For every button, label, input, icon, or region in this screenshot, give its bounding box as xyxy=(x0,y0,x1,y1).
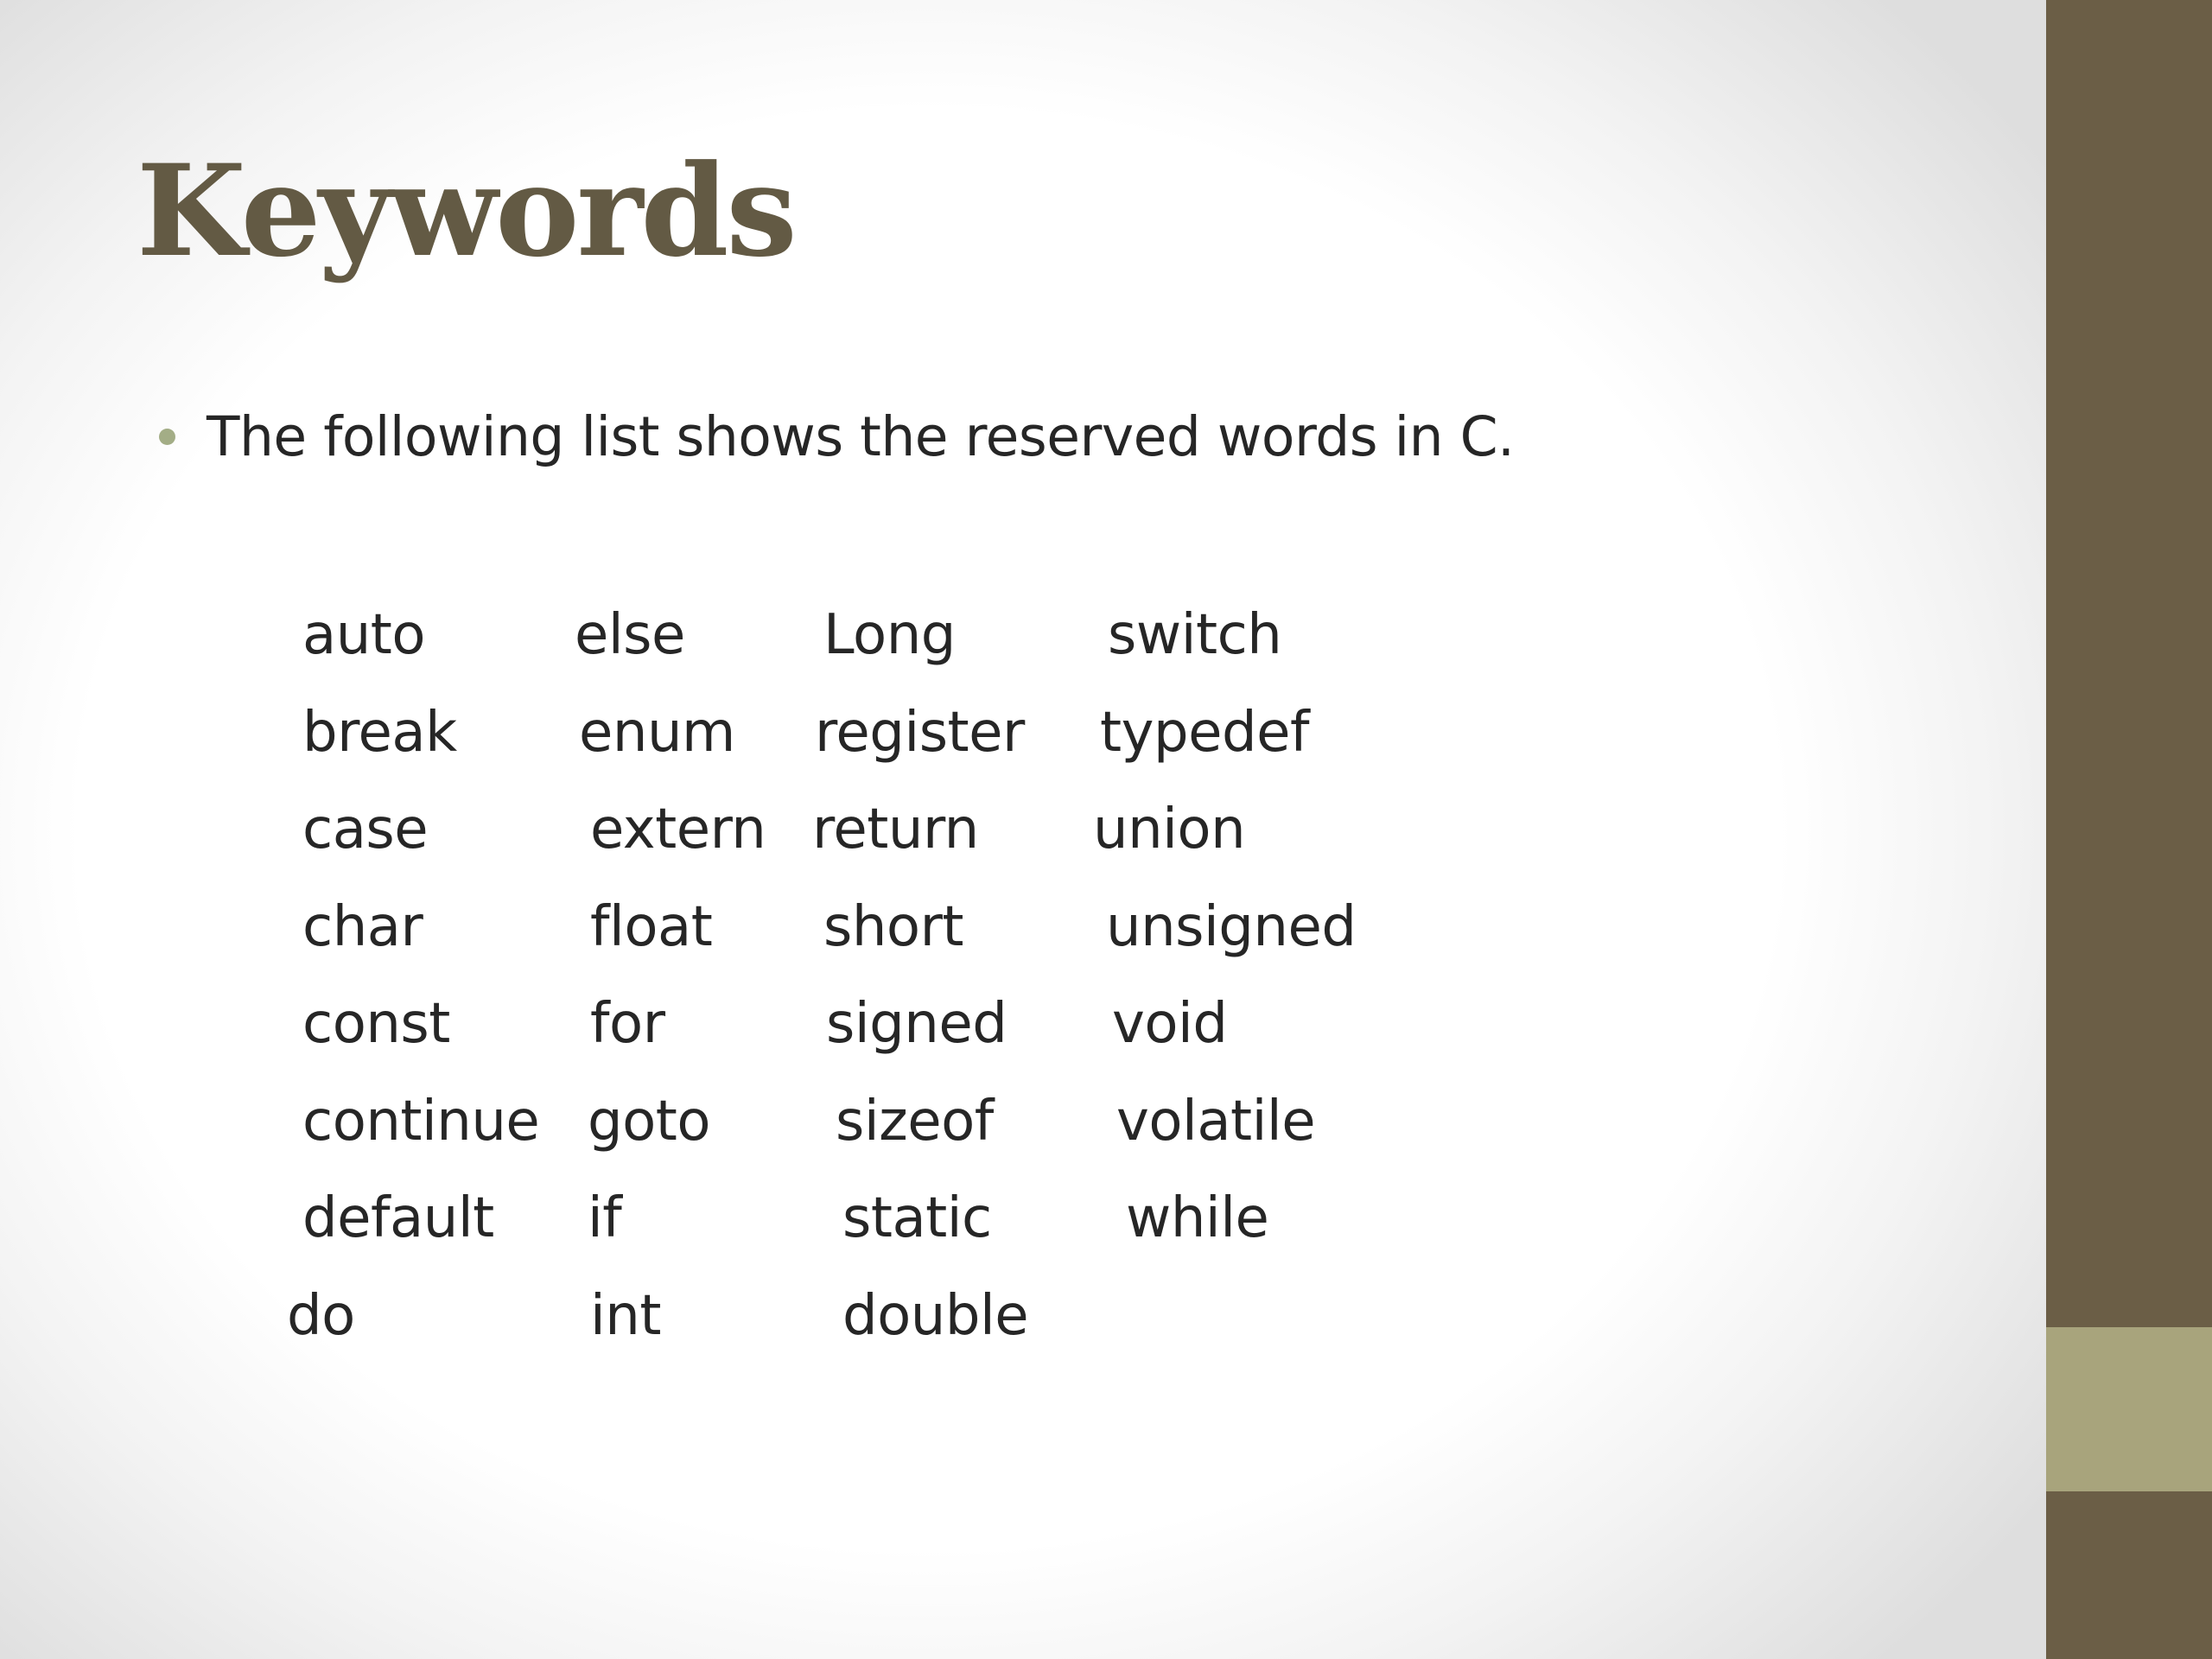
keyword-cell: Long xyxy=(823,603,956,667)
keyword-cell: else xyxy=(575,603,685,667)
keyword-cell: char xyxy=(302,895,423,959)
keyword-cell: for xyxy=(590,992,665,1056)
keyword-cell: continue xyxy=(302,1090,540,1154)
keyword-cell: union xyxy=(1093,798,1246,861)
bullet-dot-icon xyxy=(159,429,175,445)
bullet-text: The following list shows the reserved words in C. xyxy=(207,404,1515,468)
keyword-cell: case xyxy=(302,798,429,861)
keyword-cell: static xyxy=(842,1186,992,1250)
bullet-item xyxy=(159,397,1515,475)
keyword-cell: double xyxy=(842,1284,1029,1348)
keyword-cell: unsigned xyxy=(1106,895,1357,959)
keyword-cell: signed xyxy=(826,992,1007,1056)
side-accent-block xyxy=(2046,1327,2212,1491)
keyword-cell: volatile xyxy=(1116,1090,1316,1154)
keyword-cell: float xyxy=(590,895,713,959)
slide-title: Keywords xyxy=(137,137,795,285)
keyword-cell: const xyxy=(302,992,450,1056)
keyword-cell: register xyxy=(815,701,1025,765)
keyword-cell: extern xyxy=(590,798,766,861)
keyword-cell: int xyxy=(590,1284,661,1348)
keyword-cell: void xyxy=(1112,992,1228,1056)
keyword-cell: sizeof xyxy=(836,1090,994,1154)
keyword-cell: default xyxy=(302,1186,494,1250)
keyword-cell: while xyxy=(1126,1186,1269,1250)
keyword-cell: return xyxy=(812,798,979,861)
keyword-cell: auto xyxy=(302,603,426,667)
keyword-cell: typedef xyxy=(1100,701,1309,765)
keyword-cell: break xyxy=(302,701,457,765)
keyword-cell: do xyxy=(287,1284,355,1348)
keyword-cell: goto xyxy=(588,1090,711,1154)
keyword-cell: short xyxy=(823,895,963,959)
keyword-cell: if xyxy=(588,1186,622,1250)
keyword-cell: switch xyxy=(1108,603,1282,667)
keyword-cell: enum xyxy=(579,701,735,765)
